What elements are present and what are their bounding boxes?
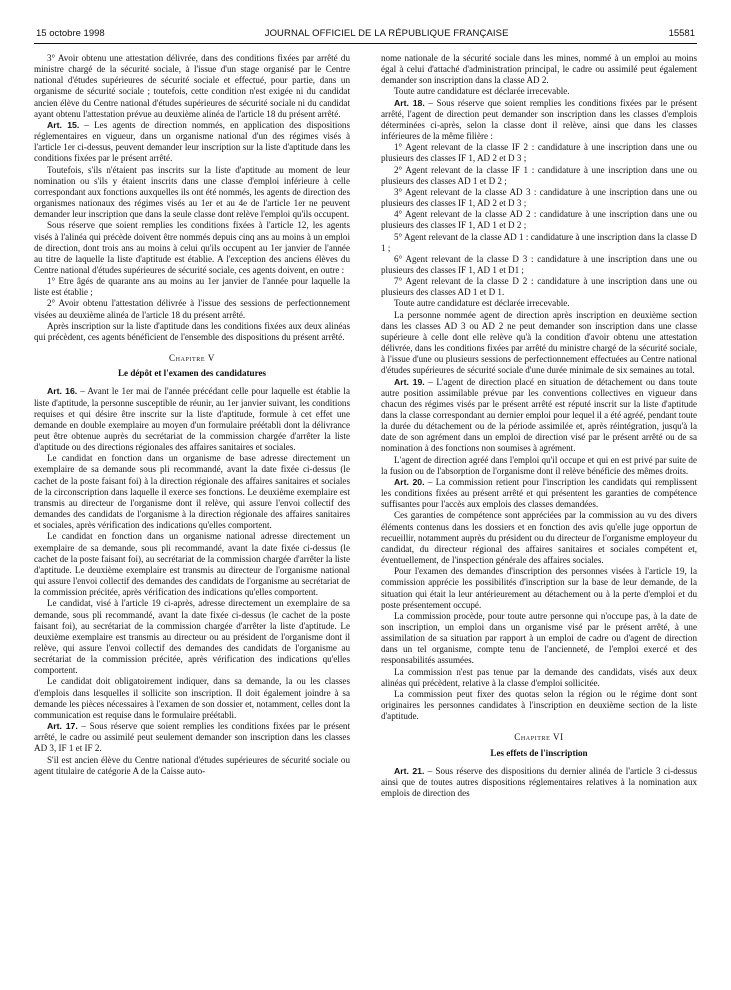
article-label: Art. 17. [47,721,78,732]
article-15 [34,120,350,165]
header-date: 15 octobre 1998 [36,28,105,39]
paragraph: Toute autre candidature est déclarée irrecevable. [394,86,570,97]
article-19 [381,377,697,455]
paragraph: Toute autre candidature est déclarée irrecevable. [394,298,570,309]
article-label: Art. 20. [394,476,425,487]
paragraph: Le candidat en fonction dans un organisme de base adresse directement un exemplaire de sa demande sous pli recommandé, avant la date fixée ci-dessus (le cachet de la poste faisant foi) à la direction régionale des affaires sanitaires et sociales de la circonscription dans laquelle il exerce ses fonctions. Le deuxième exemplaire est transmis au directeur de l'organisme dont il relève, qui assure l'envoi collectif des demandes des candidats de l'organisme à la direction régionale des affaires sanitaires et sociales, après vérification des indications qu'elles comportent. [34,453,350,531]
header-journal-title: JOURNAL OFFICIEL DE LA RÉPUBLIQUE FRANÇAISE [264,28,509,39]
article-text: – Avant le 1er mai de l'année précédant celle pour laquelle est établie la liste d'aptitude, la personne susceptible de réunir, au 1er janvier suivant, les conditions requises et qui désire être inscrite sur la liste d'aptitude, formule à cet effet une demande en double exemplaire au moyen d'un formulaire préétabli dont la délivrance peut être obtenue auprès du secrétariat de la commission chargée d'arrêter la liste d'aptitude ou des directions régionales des affaires sanitaires et sociales. [34,386,350,453]
list-item: 1° Agent relevant de la classe IF 2 : candidature à une inscription dans une ou plusieurs des classes IF 1, AD 2 et D 3 ; [381,142,697,164]
article-17 [34,721,350,754]
chapter-heading: Chapitre VI [514,732,564,743]
paragraph: La commission procède, pour toute autre personne qui n'occupe pas, à la date de son inscription, un emploi dans un organisme visé par le présent arrêté, à une assimilation de sa situation par rapport à un emploi de cadre ou d'agent de direction dans un tel organisme, compte tenu de l'ancienneté, de l'emploi exercé et des responsabilités assumées. [381,610,697,666]
article-20 [381,477,697,510]
article-21 [381,766,697,799]
article-label: Art. 18. [394,97,425,108]
paragraph: La commission peut fixer des quotas selon la région ou le régime dont sont originaires les personnes candidates à l'inscription en deuxième section de la liste d'aptitude. [381,688,697,722]
header-page-number: 15581 [668,28,695,39]
chapter-heading: Chapitre V [169,353,215,364]
left-column [34,53,350,799]
article-label: Art. 16. [47,386,78,397]
paragraph: 1° Etre âgés de quarante ans au moins au 1er janvier de l'année pour laquelle la liste est établie ; [34,276,350,298]
article-text: – La commission retient pour l'inscription les candidats qui remplissent les conditions fixées au présent arrêté et qui présentent les garanties de compétence suffisantes pour l'accès aux emplois des classes demandées. [381,476,698,510]
list-item: 5° Agent relevant de la classe AD 1 : candidature à une inscription dans la classe D 1 ; [381,231,697,253]
list-item: 6° Agent relevant de la classe D 3 : candidature à une inscription dans une ou plusieurs des classes IF 1, AD 1 et D1 ; [381,253,697,275]
paragraph: Toutefois, s'ils n'étaient pas inscrits sur la liste d'aptitude au moment de leur nomination ou s'ils y étaient inscrits dans une classe d'emploi inférieure à celle correspondant aux fonctions auxquelles ils ont été nommés, les agents de direction des organismes nationaux des régimes visés au 1er et au 4e de l'article 1er ne peuvent demander leur inscription que dans la seule classe dont relève l'emploi qu'ils occupent. [34,164,350,220]
paragraph: Le candidat doit obligatoirement indiquer, dans sa demande, la ou les classes d'emplois dans lesquelles il sollicite son inscription. Il doit également joindre à sa demande les pièces nécessaires à l'examen de son dossier et, notamment, celles dont la communication est requise dans le formulaire préétabli. [34,676,350,720]
paragraph: Le candidat, visé à l'article 19 ci-après, adresse directement un exemplaire de sa demande, sous pli recommandé, avant la date fixée ci-dessus (le cachet de la poste faisant foi), au secrétariat de la commission chargée d'arrêter la liste d'aptitude. Le deuxième exemplaire est transmis au directeur ou au président de l'organisme dont il relève, qui assure l'envoi collectif des demandes des candidats de l'organisme au secrétariat de la commission précitée, après vérification des indications qu'elles comportent. [34,598,350,676]
list-item: 7° Agent relevant de la classe D 2 : candidature à une inscription dans une ou plusieurs des classes AD 1 et D 1. [381,276,697,298]
list-item: 3° Agent relevant de la classe AD 3 : candidature à une inscription dans une ou plusieurs des classes IF 1, AD 2 et D 3 ; [381,186,697,209]
chapter-title: Le dépôt et l'examen des candidatures [117,368,267,379]
paragraph: Ces garanties de compétence sont appréciées par la commission au vu des divers éléments contenus dans les dossiers et en fonction des avis qu'elle juge opportun de recueillir, notamment auprès du président ou du directeur de l'organisme employeur du candidat, du directeur régional des affaires sanitaires et sociales compétent et, éventuellement, de l'inspection générale des affaires sociales. [381,510,697,566]
article-text: – Les agents de direction nommés, en application des dispositions réglementaires en vigueur, dans un organisme national d'un des régimes visés à l'article 1er ci-dessus, peuvent demander leur inscription sur la liste d'aptitude dans les conditions fixées par le présent arrêté. [34,119,351,164]
paragraph: 2° Avoir obtenu l'attestation délivrée à l'issue des sessions de perfectionnement visées au deuxième alinéa de l'article 18 du présent arrêté. [34,298,350,320]
paragraph: nome nationale de la sécurité sociale dans les mines, nommé à un emploi au moins égal à celui d'attaché d'administration principal, le cadre ou assimilé peut également demander son inscription dans la classe AD 2. [381,53,697,86]
paragraph: Pour l'examen des demandes d'inscription des personnes visées à l'article 19, la commission apprécie les possibilités d'inscription sur la base de leur demande, de la situation qui était la leur antérieurement au détachement ou à la perte d'emploi et du poste présentement occupé. [381,566,697,610]
article-text: – L'agent de direction placé en situation de détachement ou dans toute autre position assimilable prévue par les conventions collectives en vigueur dans chacun des régimes visés par le présent arrêté est réputé inscrit sur la liste d'aptitude dans la classe correspondant au dernier emploi pour lequel il a été agréé, pendant toute la durée du détachement ou de la période assimilée et, après réintégration, jusqu'à la date de son agrément dans un emploi de direction visé par le présent arrêté ou de sa nomination à des fonctions non soumises à agrément. [381,376,698,454]
paragraph: L'agent de direction agréé dans l'emploi qu'il occupe et qui en est privé par suite de la fusion ou de l'absorption de l'organisme dont il relève bénéficie des mêmes droits. [381,454,697,476]
paragraph: La personne nommée agent de direction après inscription en deuxième section dans les classes AD 3 ou AD 2 ne peut demander son inscription dans une classe supérieure à celle dont elle relève qu'à la condition d'avoir obtenu une attestation délivrée, dans les conditions fixées par arrêté du ministre chargé de la sécurité sociale, à l'issue d'une ou plusieurs sessions de perfectionnement effectuées au Centre national d'études supérieures de sécurité sociale d'une durée minimale de six semaines au total. [381,309,697,376]
article-16 [34,386,350,453]
article-text: – Sous réserve des dispositions du dernier alinéa de l'article 3 ci-dessus ainsi que de toutes autres dispositions réglementaires relatives à la nomination aux emplois de direction des [381,765,698,798]
right-column [381,53,697,799]
paragraph: Après inscription sur la liste d'aptitude dans les conditions fixées aux deux alinéas qui précèdent, ces agents bénéficient de l'ensemble des dispositions du présent arrêté. [34,320,350,342]
article-text: – Sous réserve que soient remplies les conditions fixées par le présent arrêté, l'agent de direction peut demander son inscription dans les classes d'emplois déterminées ci-après, selon la classe dont il relève, ainsi que dans les classes inférieures de la même filière : [381,97,697,142]
article-label: Art. 15. [47,119,80,130]
article-text: – Sous réserve que soient remplies les conditions fixées par le présent arrêté, le cadre ou assimilé peut seulement demander son inscription dans les classes AD 3, IF 1 et IF 2. [34,721,350,754]
article-18 [381,98,697,143]
paragraph: 3° Avoir obtenu une attestation délivrée, dans des conditions fixées par arrêté du ministre chargé de la sécurité sociale, à l'issue d'un stage organisé par le Centre national d'études supérieures de sécurité sociale et effectué, pour partie, dans un organisme de sécurité sociale ; toutefois, cette condition n'est exigée ni du candidat ancien élève du Centre national d'études supérieures de sécurité sociale ni du candidat ayant obtenu l'attestation prévue au deuxième alinéa de l'article 18 du présent arrêté. [34,53,350,119]
chapter-title: Les effets de l'inscription [490,747,588,758]
paragraph: Le candidat en fonction dans un organisme national adresse directement un exemplaire de sa demande, sous pli recommandé, avant la date fixée ci-dessus (le cachet de la poste faisant foi), au secrétariat de la commission chargée d'arrêter la liste d'aptitude. Le deuxième exemplaire est transmis au directeur de l'organisme national qui assure l'envoi collectif des demandes des candidats de l'organisme au secrétariat de la commission précitée, après vérification des indications qu'elles comportent. [34,531,350,598]
article-label: Art. 21. [394,765,425,776]
list-item: 2° Agent relevant de la classe IF 1 : candidature à une inscription dans une ou plusieurs des classes AD 1 et D 2 ; [381,164,697,186]
list-item: 4° Agent relevant de la classe AD 2 : candidature à une inscription dans une ou plusieurs des classes IF 1, AD 1 et D 2 ; [381,209,697,231]
paragraph: Sous réserve que soient remplies les conditions fixées à l'article 12, les agents visés à l'alinéa qui précède doivent être nommés depuis cinq ans au moins à un emploi de direction, dont trois ans au moins à celui qu'ils occupent au 1er janvier de l'année au titre de laquelle la liste d'aptitude est établie. A l'exception des anciens élèves du Centre national d'études supérieures de sécurité sociale, ces agents doivent, en outre : [34,220,350,275]
page-header [34,28,697,44]
article-label: Art. 19. [394,376,425,387]
paragraph: La commission n'est pas tenue par la demande des candidats, visés aux deux alinéas qui précèdent, relative à la classe d'emploi sollicitée. [381,666,697,688]
paragraph: S'il est ancien élève du Centre national d'études supérieures de sécurité sociale ou agent titulaire de catégorie A de la Caisse auto- [34,754,350,776]
